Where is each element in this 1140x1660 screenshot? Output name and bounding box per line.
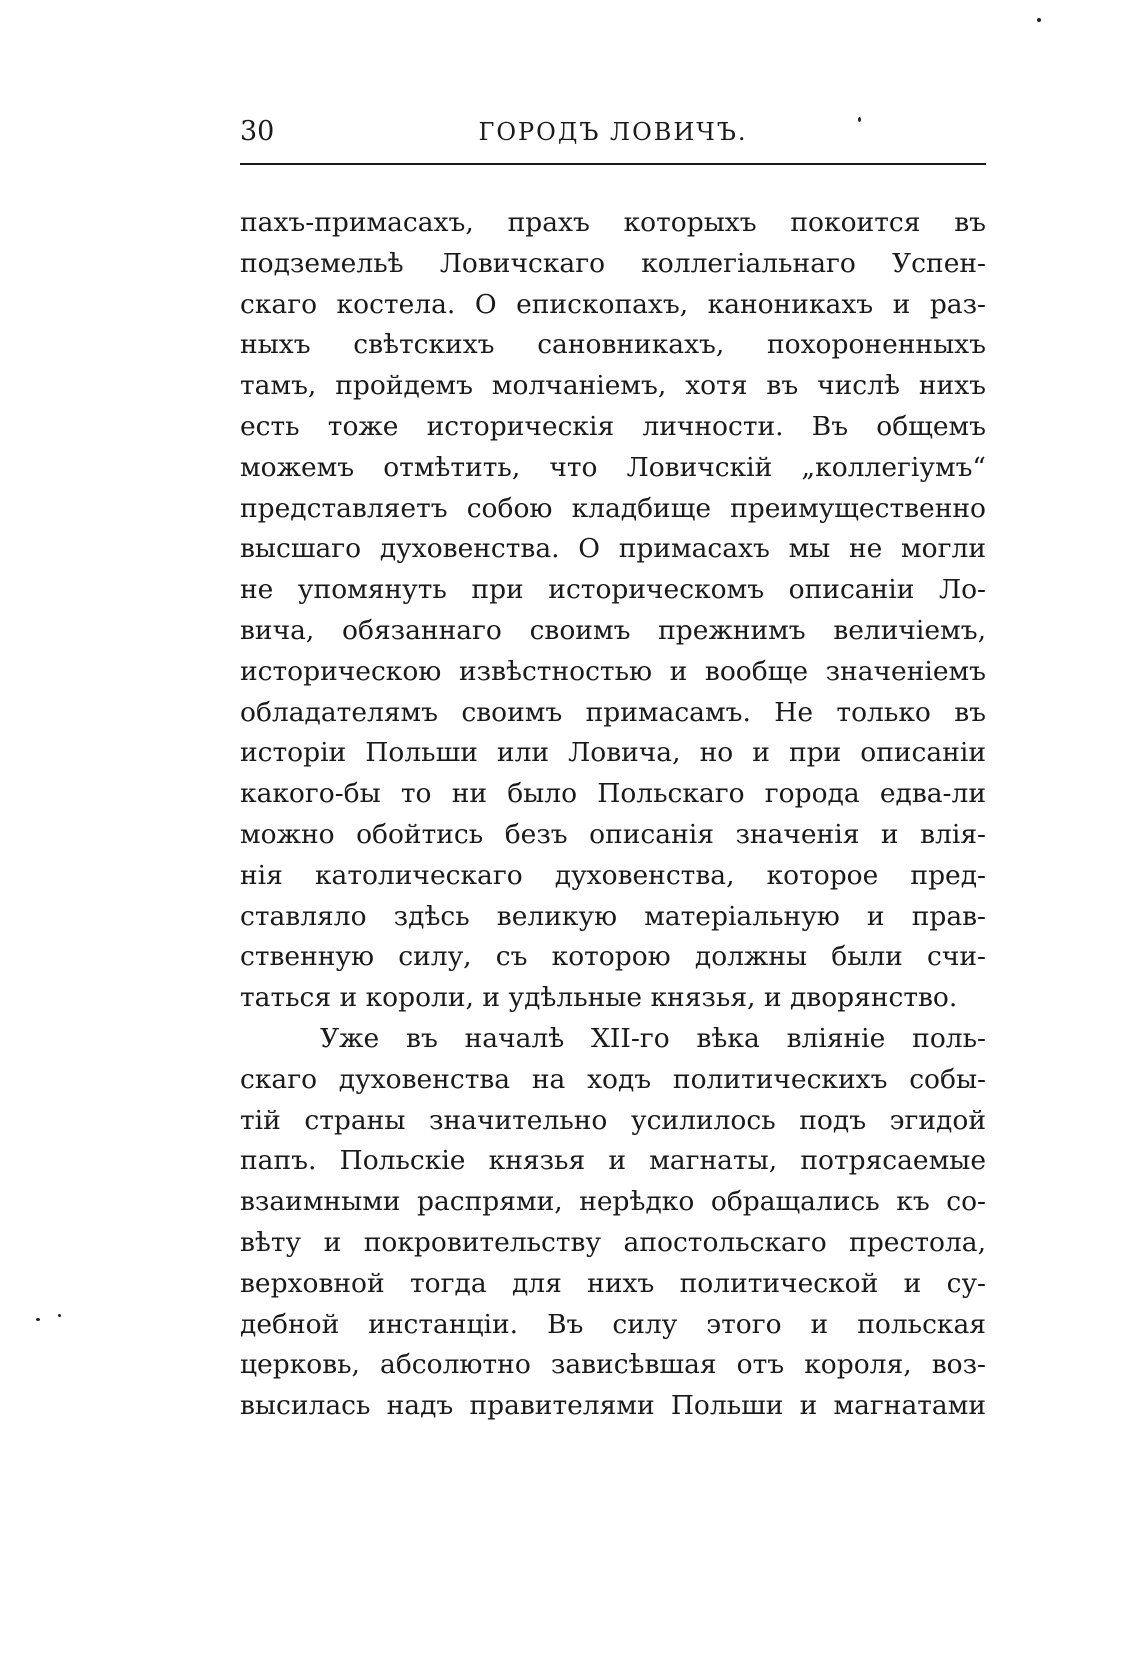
text-line: историческою извѣстностью и вообще значеніемъ [240,655,986,687]
text-line: церковь, абсолютно зависѣвшая отъ короля, воз- [240,1349,986,1381]
text-line: какого-бы то ни было Польскаго города едва-ли [240,778,986,810]
text-line: папъ. Польскіе князья и магнаты, потрясаемые [240,1145,986,1177]
text-line: есть тоже историческія личности. Въ общемъ [240,410,986,442]
text-line: ственную силу, съ которою должны были счи- [240,941,986,973]
text-line: нія католическаго духовенства, которое пред- [240,859,986,891]
text-line: скаго духовенства на ходъ политическихъ собы- [240,1063,986,1095]
text-line: подземельѣ Ловичскаго коллегіальнаго Успен- [240,247,986,279]
text-line: вича, обязаннаго своимъ прежнимъ величіемъ, [240,614,986,646]
text-line: дебной инстанціи. Въ силу этого и польская [240,1308,986,1340]
text-line: пахъ-примасахъ, прахъ которыхъ покоится въ [240,207,986,238]
text-line: представляетъ собою кладбище преимущественно [240,492,986,524]
text-line: не упомянуть при историческомъ описаніи Ло- [240,574,986,606]
text-line: высилась надъ правителями Польши и магнатами [240,1390,986,1422]
text-line: исторіи Польши или Ловича, но и при описаніи [240,737,986,769]
text-line: тамъ, пройдемъ молчаніемъ, хотя въ числѣ нихъ [240,370,986,402]
page-number: 30 [240,116,275,147]
text-line: ставляло здѣсь великую матеріальную и прав- [240,900,986,932]
page-header [240,112,986,152]
scan-speck [36,1318,40,1321]
text-line: обладателямъ своимъ примасамъ. Не только въ [240,696,986,728]
text-line: верховной тогда для нихъ политической и су- [240,1267,986,1299]
text-line: ныхъ свѣтскихъ сановникахъ, похороненныхъ [240,329,986,361]
text-line: можно обойтись безъ описанія значенія и влія- [240,818,986,850]
text-line: вѣту и покровительству апостольскаго престола, [240,1226,986,1258]
text-line: можемъ отмѣтить, что Ловичскій „коллегіумъ“ [240,451,986,483]
running-title: ГОРОДЪ ЛОВИЧЪ. [478,118,748,146]
scan-speck [1037,18,1041,22]
scan-speck [58,1314,61,1317]
text-line: таться и короли, и удѣльные князья, и дворянство. [240,982,958,1014]
scan-speck [858,117,861,122]
text-line: тій страны значительно усилилось подъ эгидой [240,1104,986,1136]
text-line: скаго костела. О епископахъ, каноникахъ и раз- [240,288,986,320]
text-line: Уже въ началѣ XII-го вѣка вліяніе поль- [320,1022,986,1054]
text-line: высшаго духовенства. О примасахъ мы не могли [240,533,986,565]
header-rule [240,163,986,165]
text-line: взаимными распрями, нерѣдко обращались къ со- [240,1186,986,1218]
body-text [240,203,986,1427]
